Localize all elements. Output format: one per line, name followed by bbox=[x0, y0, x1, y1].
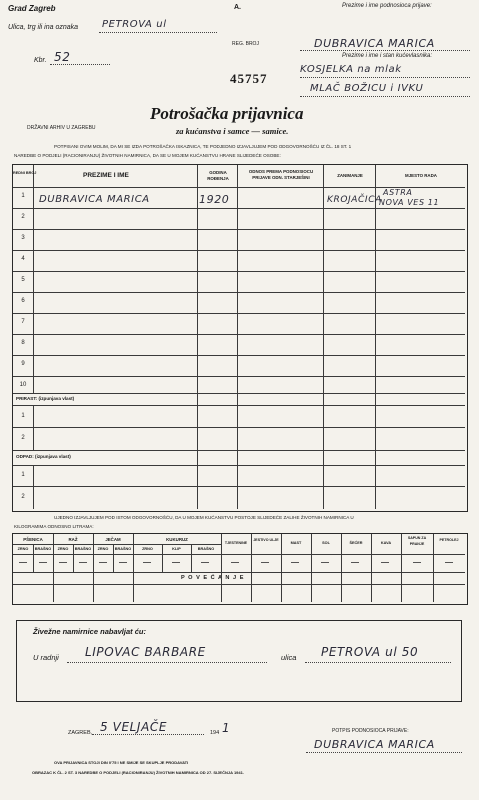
increase-label: P O V E Ć A N J E bbox=[181, 575, 245, 581]
stocks-table bbox=[12, 533, 468, 605]
street-value: PETROVA ul bbox=[102, 19, 167, 30]
member-work-2: NOVA VES 11 bbox=[379, 198, 440, 207]
shop-street-value: PETROVA ul 50 bbox=[321, 645, 419, 659]
row-no: 4 bbox=[21, 256, 25, 262]
form-subtitle: za kućanstva i samce — samice. bbox=[176, 126, 289, 136]
landlord-value-1: KOSJELKA na mlak bbox=[300, 64, 402, 75]
year-prefix: 194 bbox=[210, 730, 220, 736]
arrivals-label: PRIRAST: (izpunjava vlast) bbox=[16, 396, 75, 401]
date-value: 5 VELJAČE bbox=[100, 720, 168, 734]
departures-row-no: 2 bbox=[21, 494, 25, 500]
row-no: 2 bbox=[21, 214, 25, 220]
form-letter: A. bbox=[234, 4, 241, 11]
stock-sub-header: BRAŠNO bbox=[34, 547, 52, 551]
col-header-relation: ODNOS PREMA PODNOSIOCU PRIJAVE ODN. STARJEŠINI bbox=[248, 169, 314, 180]
stock-single-header: TJESTENINE bbox=[224, 541, 248, 545]
row-no: 9 bbox=[21, 361, 25, 367]
stocks-text-2: KILOGRAMIMA ODNOSNO LITRAMA: bbox=[14, 524, 94, 529]
stock-single-header: ŠEĆER bbox=[349, 541, 363, 545]
members-table bbox=[12, 164, 468, 512]
stock-single-header: JESTIVO ULJE bbox=[253, 538, 279, 542]
kbr-value: 52 bbox=[54, 50, 71, 64]
member-year: 1920 bbox=[199, 193, 230, 206]
stock-single-header: KAVA bbox=[380, 541, 392, 545]
intro-text-1: POTPISANI OVIM MOLIM, DA MI SE IZDA POTROŠAČKA ISKAZNICA, TE PODJEDNO IZJAVLJUJEM POD ODGOVORNOŠĆU IZ ČL. 18 ST. 1 bbox=[54, 144, 352, 149]
row-no: 10 bbox=[19, 382, 27, 388]
stock-single-header: SOL bbox=[322, 541, 330, 545]
shop-heading: Živežne namirnice nabavljat ću: bbox=[33, 627, 146, 636]
stock-single-header: PETROLEJ bbox=[439, 538, 459, 542]
landlord-label: Prezime i ime i stan kućevlasnika: bbox=[342, 53, 433, 59]
col-header-occupation: ZANIMANJE bbox=[337, 173, 363, 178]
stocks-text-1: UJEDNO IZJAVLJUJEM POD ISTOM ODGOVORNOŠĆU, DA U MOJEM KUĆANSTVU POSTOJE SLIJEDEĆE ZALIHE ŽIVOTNIH NAMIRNICA U bbox=[54, 515, 354, 520]
row-no: 8 bbox=[21, 340, 25, 346]
row-no: 6 bbox=[21, 298, 25, 304]
stock-sub-header: ZRNO bbox=[17, 547, 29, 551]
submitter-value: DUBRAVICA MARICA bbox=[314, 37, 435, 50]
col-header-year: GODINA ROĐENJA bbox=[207, 170, 229, 181]
member-work-1: ASTRA bbox=[383, 188, 413, 197]
stock-single-header: SAPUN ZA PRANJE bbox=[407, 536, 427, 546]
reg-number-label: REG. BROJ bbox=[232, 41, 259, 47]
row-no: 3 bbox=[21, 235, 25, 241]
stock-sub-header: ZRNO bbox=[57, 547, 69, 551]
col-header-name: PREZIME I IME bbox=[83, 172, 129, 179]
col-header-no: REDNI BROJ bbox=[13, 171, 37, 175]
row-no: 5 bbox=[21, 277, 25, 283]
signature-label: POTPIS PODNOSIOCA PRIJAVE: bbox=[332, 728, 409, 734]
form-reference-note: OBRAZAC K ČL. 2 ST. 3 NAREDBE O PODJELI (RACIONIRANJU) ŽIVOTNIH NAMIRNICA OD 27. SIJEČNJA 1941. bbox=[32, 770, 244, 775]
shop-street-label: ulica bbox=[281, 653, 297, 662]
row-no: 7 bbox=[21, 319, 25, 325]
shop-label: U radnji bbox=[33, 653, 59, 662]
stock-sub-header: ZRNO bbox=[142, 547, 153, 551]
member-occupation: KROJAČICA bbox=[327, 195, 382, 205]
stock-group-header: RAŽ bbox=[68, 537, 78, 542]
stock-sub-header: BRAŠNO bbox=[114, 547, 132, 551]
shop-value: LIPOVAC BARBARE bbox=[85, 645, 206, 659]
kbr-label: Kbr. bbox=[34, 57, 47, 64]
shop-box bbox=[16, 620, 462, 702]
archive-stamp: DRŽAVNI ARHIV U ZAGREBU bbox=[27, 125, 96, 131]
intro-text-2: NAREDBE O PODJELI (RACIONIRANJU) ŽIVOTNIH NAMIRNICA, DA SE U MOJEM KUĆANSTVU HRANE SLIJEDEĆE OSOBE: bbox=[14, 153, 281, 158]
place-label: ZAGREB, bbox=[68, 730, 93, 736]
member-name: DUBRAVICA MARICA bbox=[39, 194, 150, 205]
stock-group-header: PŠENICA bbox=[23, 537, 43, 542]
street-label: Ulica, trg ili ina oznaka bbox=[8, 24, 79, 31]
col-header-work: MJESTO RADA bbox=[405, 173, 437, 178]
form-title: Potrošačka prijavnica bbox=[150, 104, 304, 123]
signature-value: DUBRAVICA MARICA bbox=[314, 738, 435, 751]
stock-sub-header: BRAŠNO bbox=[74, 547, 92, 551]
stock-group-header: KUKURUZ bbox=[166, 537, 188, 542]
price-note: OVA PRIJAVNICA STOJI DIN 0'75 I NE SMIJE SE SKUPLJE PRODAVATI bbox=[54, 760, 189, 765]
submitter-label: Prezime i ime podnosioca prijave: bbox=[342, 3, 432, 9]
city-label: Grad Zagreb bbox=[8, 4, 56, 13]
year-value: 1 bbox=[222, 721, 231, 735]
stock-sub-header: BRAŠNO bbox=[197, 547, 215, 551]
departures-row-no: 1 bbox=[21, 472, 25, 478]
stock-sub-header: ZRNO bbox=[97, 547, 109, 551]
stock-group-header: JEČAM bbox=[105, 537, 121, 542]
departures-label: ODPAD: (izpunjava vlast) bbox=[16, 454, 71, 459]
arrivals-row-no: 1 bbox=[21, 413, 25, 419]
reg-number: 45757 bbox=[230, 71, 268, 86]
arrivals-row-no: 2 bbox=[21, 435, 25, 441]
row-no: 1 bbox=[21, 193, 25, 199]
stock-sub-header: KLIP bbox=[172, 547, 181, 551]
stock-single-header: MAST bbox=[290, 541, 302, 545]
landlord-value-2: MLAČ BOŽICU i IVKU bbox=[310, 83, 424, 94]
